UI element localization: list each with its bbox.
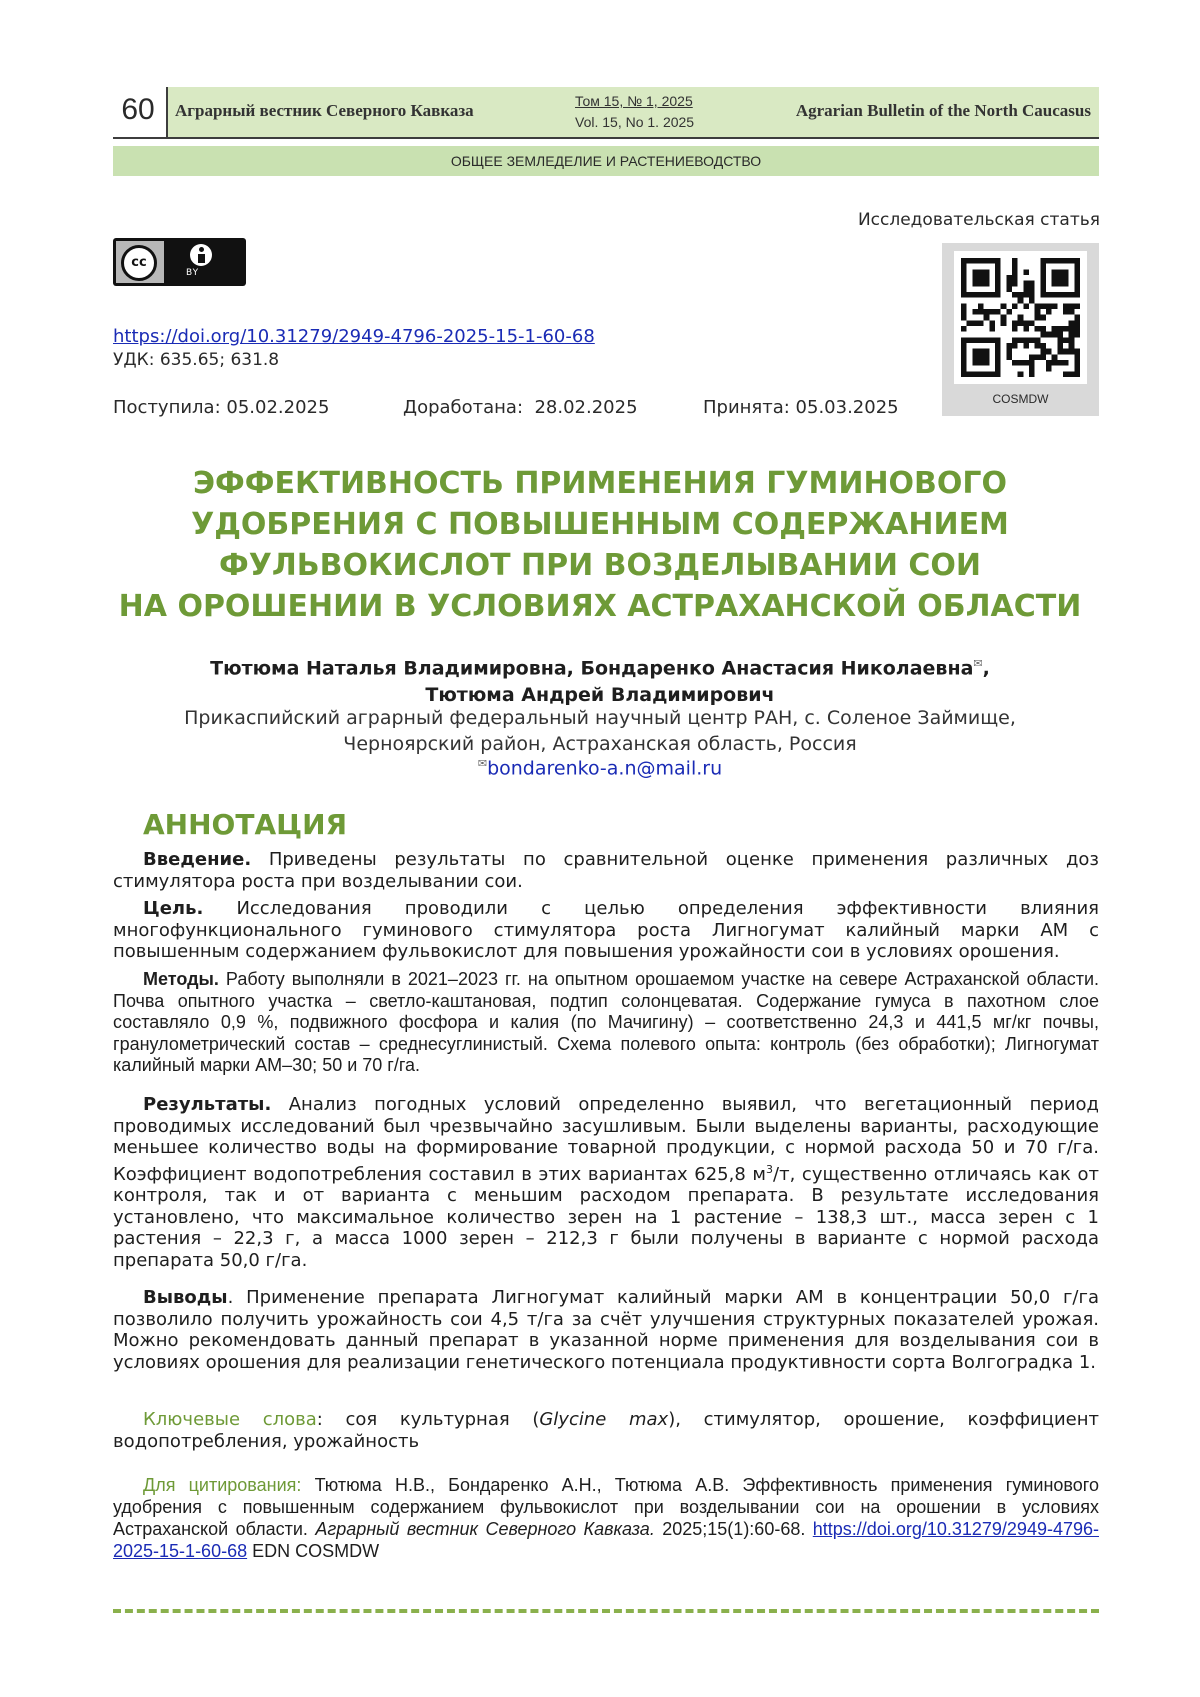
volume-en: Vol. 15, No 1. 2025 — [575, 114, 695, 130]
qr-module — [1029, 360, 1035, 366]
abstract-heading: АННОТАЦИЯ — [143, 808, 348, 841]
qr-module — [1006, 286, 1012, 292]
qr-module — [961, 360, 967, 366]
qr-module — [967, 337, 973, 343]
qr-module — [1063, 292, 1069, 298]
qr-module — [1074, 303, 1080, 309]
qr-module — [1040, 326, 1046, 332]
qr-module — [1035, 309, 1041, 315]
qr-module — [1040, 281, 1046, 287]
qr-module — [1035, 343, 1041, 349]
qr-module — [1057, 343, 1063, 349]
qr-module — [1069, 326, 1075, 332]
header-divider — [166, 87, 168, 139]
qr-module — [989, 320, 995, 326]
qr-module — [1069, 320, 1075, 326]
abstract-goal — [113, 898, 1099, 963]
qr-module — [1069, 371, 1075, 377]
qr-module — [961, 349, 967, 355]
article-title — [100, 463, 1100, 627]
qr-module — [978, 360, 984, 366]
qr-module — [961, 366, 967, 372]
conclusions-label: Выводы — [143, 1287, 228, 1308]
qr-module — [1069, 343, 1075, 349]
qr-module — [1074, 286, 1080, 292]
qr-module — [1023, 337, 1029, 343]
accepted-date: Принята: 05.03.2025 — [703, 397, 899, 418]
qr-module — [1074, 360, 1080, 366]
by-label: BY — [186, 268, 200, 278]
qr-code-icon[interactable] — [954, 251, 1087, 384]
qr-module — [984, 349, 990, 355]
qr-module — [961, 303, 967, 309]
qr-module — [984, 371, 990, 377]
qr-module — [1029, 366, 1035, 372]
qr-module — [1057, 337, 1063, 343]
qr-module — [972, 354, 978, 360]
qr-module — [1069, 309, 1075, 315]
qr-module — [1012, 264, 1018, 270]
qr-module — [1035, 337, 1041, 343]
qr-module — [1040, 292, 1046, 298]
qr-module — [1057, 281, 1063, 287]
qr-module — [1023, 281, 1029, 287]
article-type: Исследовательская статья — [857, 210, 1100, 230]
keywords-text: : соя культурная ( — [316, 1409, 540, 1430]
qr-module — [1069, 303, 1075, 309]
abstract-results — [113, 1094, 1099, 1271]
qr-module — [1001, 315, 1007, 321]
qr-module — [1035, 303, 1041, 309]
qr-module — [1001, 303, 1007, 309]
cc-by-icon[interactable] — [113, 238, 246, 286]
bottom-divider — [113, 1609, 1099, 1613]
qr-module — [961, 269, 967, 275]
qr-module — [995, 269, 1001, 275]
keywords-text-cont: ), стимулятор, орошение, коэффициент водопотребления, урожайность — [113, 1409, 1099, 1452]
qr-module — [972, 258, 978, 264]
qr-module — [1052, 292, 1058, 298]
qr-module — [978, 275, 984, 281]
qr-module — [1057, 360, 1063, 366]
qr-module — [1023, 326, 1029, 332]
qr-module — [989, 371, 995, 377]
affiliation-line-1: Прикаспийский аграрный федеральный научный центр РАН, с. Соленое Займище, — [184, 707, 1016, 729]
citation-text: Тютюма Н.В., Бондаренко А.Н., Тютюма А.В. Эффективность применения гуминового удобрения с повышенным содержанием фульвокислот при возделывании сои на орошении в условиях Астраханской области. — [113, 1475, 1099, 1539]
qr-module — [1057, 269, 1063, 275]
qr-module — [1040, 343, 1046, 349]
qr-module — [978, 371, 984, 377]
methods-label: Методы. — [143, 969, 219, 989]
title-line: ЭФФЕКТИВНОСТЬ ПРИМЕНЕНИЯ ГУМИНОВОГО — [192, 466, 1008, 501]
qr-module — [961, 275, 967, 281]
volume-ru[interactable]: Том 15, № 1, 2025 — [575, 93, 693, 109]
qr-module — [967, 258, 973, 264]
qr-module — [1012, 269, 1018, 275]
qr-module — [978, 269, 984, 275]
udk-code: УДК: 635.65; 631.8 — [113, 350, 280, 370]
qr-module — [961, 326, 967, 332]
qr-module — [1040, 264, 1046, 270]
qr-module — [1023, 320, 1029, 326]
qr-module — [1012, 303, 1018, 309]
qr-module — [961, 315, 967, 321]
qr-module — [1023, 292, 1029, 298]
qr-module — [967, 320, 973, 326]
qr-module — [989, 258, 995, 264]
qr-module — [1035, 326, 1041, 332]
journal-header — [113, 87, 1099, 139]
qr-module — [995, 337, 1001, 343]
qr-module — [1057, 326, 1063, 332]
qr-module — [1012, 281, 1018, 287]
title-line: УДОБРЕНИЯ С ПОВЫШЕННЫМ СОДЕРЖАНИЕМ — [191, 507, 1009, 542]
qr-module — [1074, 320, 1080, 326]
qr-module — [1046, 292, 1052, 298]
abstract-conclusions — [113, 1287, 1099, 1373]
abstract-introduction — [113, 849, 1099, 892]
qr-module — [1040, 332, 1046, 338]
qr-module — [1018, 298, 1024, 304]
qr-module — [1052, 354, 1058, 360]
qr-module — [972, 349, 978, 355]
authors-comma: , — [982, 657, 990, 680]
qr-module — [1063, 269, 1069, 275]
qr-module — [995, 366, 1001, 372]
journal-title-ru: Аграрный вестник Северного Кавказа — [175, 101, 474, 120]
qr-module — [995, 264, 1001, 270]
qr-module — [1046, 258, 1052, 264]
qr-module — [995, 343, 1001, 349]
qr-module — [1074, 332, 1080, 338]
authors-line-2: Тютюма Андрей Владимирович — [425, 684, 775, 707]
qr-module — [995, 258, 1001, 264]
attribution-person-icon — [190, 244, 212, 266]
section-banner: ОБЩЕЕ ЗЕМЛЕДЕЛИЕ И РАСТЕНИЕВОДСТВО — [113, 146, 1099, 176]
qr-module — [1018, 337, 1024, 343]
qr-module — [978, 281, 984, 287]
qr-module — [984, 275, 990, 281]
qr-module — [1006, 275, 1012, 281]
intro-text: Приведены результаты по сравнительной оценке применения различных доз стимулятора роста при возделывании сои. — [113, 849, 1099, 892]
methods-text: Работу выполняли в 2021–2023 гг. на опытном орошаемом участке на севере Астраханской области. Почва опытного участка – светло-каштановая, подтип солонцеватая. Содержание гумуса в пахотном слое составляло 0,9 %, подвижного фосфора и калия (по Мачигину) – соответственно 24,3 и 441,5 мг/кг почвы, гранулометрический состав – среднесуглинистый. Схема полевого опыта: контроль (без обработки); Лигногумат калийный марки АМ–30; 50 и 70 г/га. — [113, 969, 1099, 1075]
qr-module — [1006, 309, 1012, 315]
qr-module — [1029, 298, 1035, 304]
qr-code-graphic — [961, 258, 1080, 377]
qr-module — [989, 337, 995, 343]
qr-module — [978, 258, 984, 264]
qr-module — [1006, 343, 1012, 349]
qr-module — [1029, 337, 1035, 343]
header-rule — [113, 137, 1099, 139]
email-link[interactable]: bondarenko-a.n@mail.ru — [487, 757, 723, 780]
qr-module — [978, 337, 984, 343]
qr-module — [1046, 360, 1052, 366]
keywords-label: Ключевые слова — [143, 1409, 317, 1430]
qr-module — [984, 269, 990, 275]
qr-module — [1035, 354, 1041, 360]
qr-module — [1023, 286, 1029, 292]
qr-module — [972, 275, 978, 281]
qr-module — [1029, 281, 1035, 287]
qr-module — [1023, 303, 1029, 309]
qr-module — [972, 281, 978, 287]
qr-module — [984, 337, 990, 343]
qr-module — [972, 371, 978, 377]
qr-module — [1040, 269, 1046, 275]
qr-module — [967, 371, 973, 377]
qr-module — [1046, 366, 1052, 372]
qr-module — [995, 309, 1001, 315]
qr-module — [961, 292, 967, 298]
title-line: ФУЛЬВОКИСЛОТ ПРИ ВОЗДЕЛЫВАНИИ СОИ — [218, 548, 982, 583]
qr-module — [1052, 281, 1058, 287]
qr-module — [1029, 292, 1035, 298]
qr-module — [1023, 269, 1029, 275]
qr-module — [972, 292, 978, 298]
qr-module — [1023, 360, 1029, 366]
qr-module — [1063, 281, 1069, 287]
results-text-cont: /т, существенно отличаясь как от контроля, так и от варианта с меньшим расходом препарата. В результате исследования установлено, что максимальное количество зерен на 1 растение – 138,3 шт., масса зерен с 1 растения – 22,3 г, а масса 1000 зерен – 212,3 г были получены в варианте с нормой расхода препарата 50,0 г/га. — [113, 1163, 1100, 1271]
qr-module — [995, 371, 1001, 377]
conclusions-text: . Применение препарата Лигногумат калийный марки АМ в концентрации 50,0 г/га позволило получить урожайность сои 4,5 т/га за счёт улучшения структурных показателей урожая. Можно рекомендовать данный препарат в указанной норме применения для возделывания сои в условиях орошения для реализации генетического потенциала продуктивности сорта Волгоградка 1. — [113, 1287, 1099, 1373]
qr-module — [1040, 258, 1046, 264]
qr-module — [1057, 292, 1063, 298]
qr-module — [1012, 360, 1018, 366]
person-head — [199, 247, 204, 252]
qr-module — [1046, 303, 1052, 309]
qr-module — [995, 275, 1001, 281]
qr-module — [1074, 269, 1080, 275]
qr-module — [984, 292, 990, 298]
qr-module — [1052, 275, 1058, 281]
qr-code-panel — [942, 243, 1099, 416]
envelope-icon: ✉ — [973, 657, 983, 670]
qr-module — [995, 286, 1001, 292]
qr-module — [978, 303, 984, 309]
qr-module — [1074, 275, 1080, 281]
qr-module — [1063, 303, 1069, 309]
qr-module — [1006, 281, 1012, 287]
qr-module — [1057, 349, 1063, 355]
qr-module — [1063, 258, 1069, 264]
qr-module — [1057, 332, 1063, 338]
qr-module — [961, 343, 967, 349]
authors — [100, 650, 1100, 709]
qr-module — [984, 360, 990, 366]
results-superscript: 3 — [766, 1162, 774, 1176]
qr-module — [1006, 354, 1012, 360]
citation-block — [113, 1474, 1099, 1562]
qr-module — [1029, 320, 1035, 326]
qr-module — [1029, 354, 1035, 360]
citation-doi-link[interactable]: https://doi.org/10.31279/2949-4796-2025-15-1-60-68 — [113, 1519, 1099, 1561]
qr-module — [1074, 258, 1080, 264]
qr-module — [1035, 315, 1041, 321]
qr-code-label: COSMDW — [992, 392, 1049, 406]
authors-line-1: Тютюма Наталья Владимировна, Бондаренко Анастасия Николаевна — [210, 657, 974, 680]
person-body — [198, 254, 205, 263]
qr-module — [1052, 326, 1058, 332]
qr-module — [984, 354, 990, 360]
qr-module — [1040, 354, 1046, 360]
qr-module — [1069, 349, 1075, 355]
goal-text: Исследования проводили с целью определения эффективности влияния многофункционального гуминового стимулятора роста Лигногумат калийный марки АМ с повышенным содержанием фульвокислот для повышения урожайности сои в условиях орошения. — [113, 898, 1099, 962]
qr-module — [1052, 303, 1058, 309]
qr-module — [1069, 337, 1075, 343]
qr-module — [1069, 292, 1075, 298]
keywords-latin: Glycine max — [539, 1409, 669, 1430]
qr-module — [1001, 320, 1007, 326]
qr-module — [961, 258, 967, 264]
qr-module — [978, 292, 984, 298]
qr-module — [984, 281, 990, 287]
qr-module — [1052, 332, 1058, 338]
qr-module — [1052, 269, 1058, 275]
qr-module — [1063, 275, 1069, 281]
qr-module — [961, 286, 967, 292]
cc-icon: cc — [121, 245, 157, 281]
results-label: Результаты. — [143, 1094, 272, 1115]
citation-journal: Аграрный вестник Северного Кавказа. — [315, 1519, 655, 1539]
qr-module — [1006, 349, 1012, 355]
qr-module — [961, 337, 967, 343]
qr-module — [1074, 354, 1080, 360]
qr-module — [995, 354, 1001, 360]
by-panel — [164, 241, 243, 283]
title-line: НА ОРОШЕНИИ В УСЛОВИЯХ АСТРАХАНСКОЙ ОБЛАСТИ — [118, 589, 1082, 624]
qr-module — [1074, 264, 1080, 270]
qr-module — [1023, 343, 1029, 349]
qr-module — [961, 309, 967, 315]
qr-module — [978, 349, 984, 355]
qr-module — [1040, 349, 1046, 355]
keywords — [113, 1409, 1099, 1452]
citation-edn: EDN COSMDW — [247, 1541, 380, 1561]
qr-module — [1074, 366, 1080, 372]
goal-label: Цель. — [143, 898, 204, 919]
results-text: Анализ погодных условий определенно выявил, что вегетационный период проводимых исследований был чрезвычайно засушливым. Были выделены варианты, расходующие меньшее количество воды на формирование товарной продукции, с нормой расхода 50 и 70 г/га. Коэффициент водопотребления составил в этих вариантах 625,8 м — [113, 1094, 1099, 1185]
qr-module — [1040, 303, 1046, 309]
qr-module — [1018, 320, 1024, 326]
qr-module — [1012, 292, 1018, 298]
qr-module — [1063, 360, 1069, 366]
qr-module — [1052, 258, 1058, 264]
qr-module — [1012, 275, 1018, 281]
qr-module — [995, 360, 1001, 366]
cc-badge-inner — [116, 241, 243, 283]
journal-title-en: Agrarian Bulletin of the North Caucasus — [795, 101, 1091, 120]
qr-module — [972, 320, 978, 326]
qr-module — [984, 309, 990, 315]
qr-module — [1046, 349, 1052, 355]
page-number: 60 — [121, 93, 155, 126]
qr-module — [1012, 326, 1018, 332]
qr-module — [1040, 275, 1046, 281]
qr-module — [989, 309, 995, 315]
qr-module — [995, 349, 1001, 355]
qr-module — [1018, 315, 1024, 321]
qr-module — [1012, 343, 1018, 349]
qr-module — [972, 269, 978, 275]
qr-module — [995, 281, 1001, 287]
qr-module — [1074, 292, 1080, 298]
qr-module — [961, 264, 967, 270]
qr-module — [1052, 360, 1058, 366]
qr-module — [1063, 371, 1069, 377]
qr-module — [989, 326, 995, 332]
qr-module — [984, 258, 990, 264]
qr-module — [1074, 371, 1080, 377]
qr-module — [1018, 292, 1024, 298]
qr-module — [984, 315, 990, 321]
qr-module — [1012, 320, 1018, 326]
qr-module — [1074, 326, 1080, 332]
received-date: Поступила: 05.02.2025 — [113, 397, 330, 418]
affiliation-line-2: Черноярский район, Астраханская область, Россия — [343, 733, 857, 755]
intro-label: Введение. — [143, 849, 252, 870]
citation-year: 2025;15(1):60-68. — [654, 1519, 813, 1539]
qr-module — [1074, 281, 1080, 287]
qr-module — [1057, 258, 1063, 264]
revised-date: Доработана: 28.02.2025 — [403, 397, 638, 418]
qr-module — [978, 320, 984, 326]
qr-module — [1018, 360, 1024, 366]
qr-module — [961, 281, 967, 287]
qr-module — [1063, 349, 1069, 355]
doi-link[interactable]: https://doi.org/10.31279/2949-4796-2025-15-1-60-68 — [113, 326, 595, 347]
qr-module — [989, 292, 995, 298]
qr-module — [1069, 332, 1075, 338]
qr-module — [1046, 309, 1052, 315]
qr-module — [1029, 371, 1035, 377]
qr-module — [1074, 349, 1080, 355]
qr-module — [1018, 371, 1024, 377]
citation-label: Для цитирования: — [143, 1475, 302, 1495]
qr-module — [972, 309, 978, 315]
qr-module — [1074, 315, 1080, 321]
qr-module — [961, 354, 967, 360]
envelope-icon: ✉ — [477, 757, 488, 770]
qr-module — [1029, 286, 1035, 292]
qr-module — [972, 337, 978, 343]
qr-module — [972, 360, 978, 366]
abstract-methods — [113, 969, 1099, 1077]
qr-module — [1012, 337, 1018, 343]
qr-module — [1057, 275, 1063, 281]
qr-module — [1040, 315, 1046, 321]
affiliation — [100, 705, 1100, 757]
qr-module — [978, 354, 984, 360]
qr-module — [995, 292, 1001, 298]
qr-module — [1063, 326, 1069, 332]
qr-module — [1069, 258, 1075, 264]
qr-module — [1040, 286, 1046, 292]
qr-module — [1063, 309, 1069, 315]
qr-module — [1012, 258, 1018, 264]
qr-module — [961, 371, 967, 377]
qr-module — [978, 309, 984, 315]
qr-module — [1046, 332, 1052, 338]
qr-module — [967, 292, 973, 298]
corresponding-email — [100, 757, 1100, 779]
qr-module — [1063, 337, 1069, 343]
